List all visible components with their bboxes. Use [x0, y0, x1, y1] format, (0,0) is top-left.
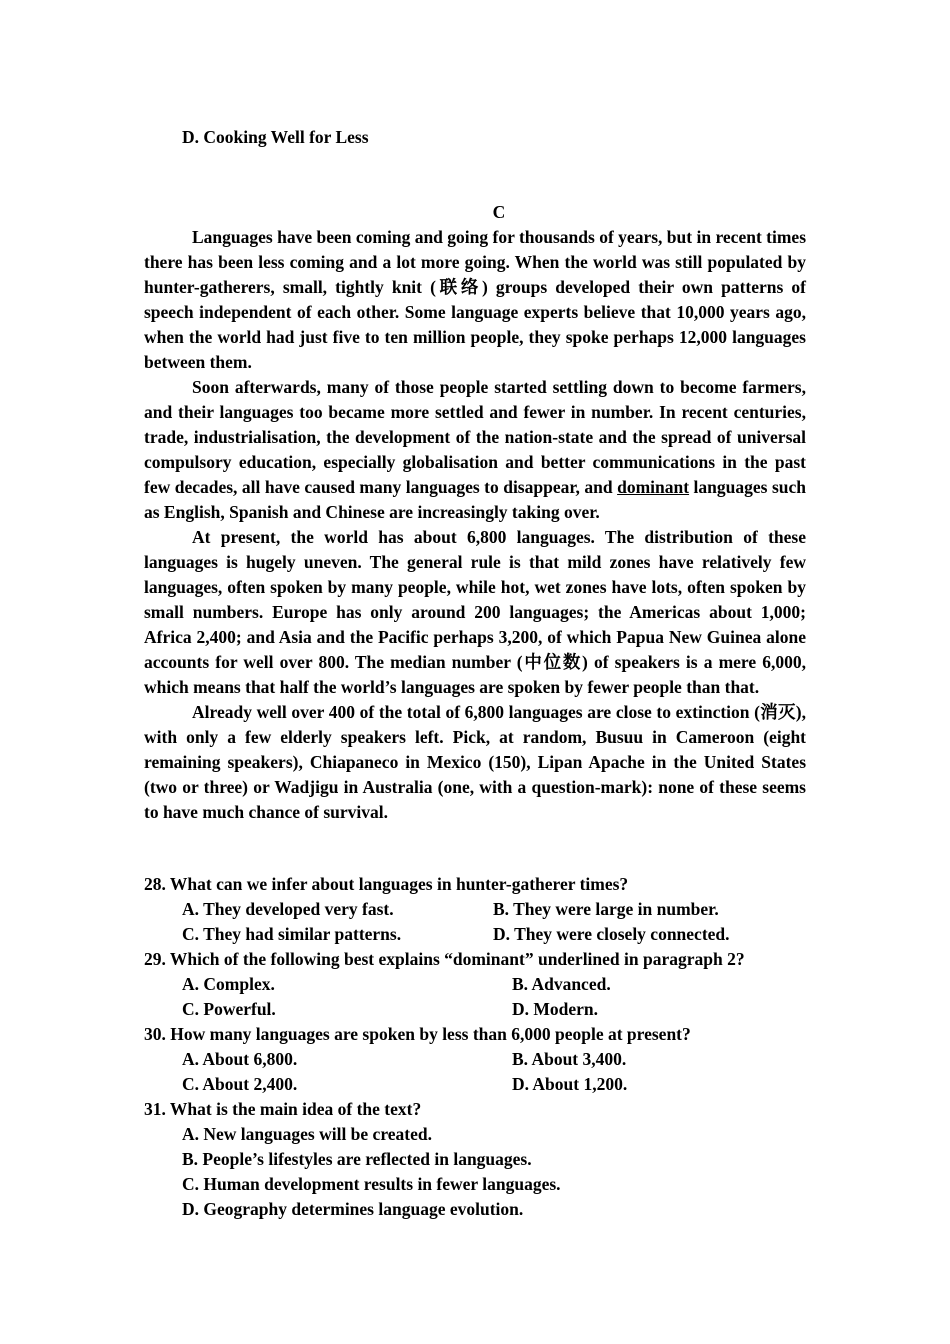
- paragraph-4: Already well over 400 of the total of 6,800 languages are close to extinction (消灭), with only a few elderly speakers left. Pick, at random, Busuu in Cameroon (eight remaining speakers), Chiapaneco in Mexico (150), Lipan Apache in the United States (two or three) or Wadjigu in Australia (one, with a question-mark): none of these seems to have much chance of survival.: [144, 702, 806, 822]
- question-30: [144, 1022, 824, 1097]
- question-list: [144, 872, 824, 1222]
- option-c[interactable]: C. They had similar patterns.: [182, 924, 402, 944]
- option-d[interactable]: D. About 1,200.: [512, 1074, 628, 1094]
- underlined-word-dominant: dominant: [617, 477, 690, 497]
- option-a[interactable]: A. About 6,800.: [182, 1049, 298, 1069]
- question-stem: 28. What can we infer about languages in hunter-gatherer times?: [144, 874, 629, 894]
- option-row: [144, 972, 824, 997]
- option-b[interactable]: B. They were large in number.: [493, 899, 719, 919]
- question-28: [144, 872, 824, 947]
- paragraph-2-text-end: languages such as English, Spanish and Chinese are increasingly taking over.: [144, 477, 806, 522]
- paragraph-1: Languages have been coming and going for thousands of years, but in recent times there has been less coming and a lot more going. When the world was still populated by hunter-gatherers, small, tightly knit (联络) groups developed their own patterns of speech independent of each other. Some language experts believe that 10,000 years ago, when the world had just five to ten million people, they spoke perhaps 12,000 languages between them.: [144, 227, 806, 372]
- option-row: [144, 1047, 824, 1072]
- paragraph-3: At present, the world has about 6,800 languages. The distribution of these languages is hugely uneven. The general rule is that mild zones have relatively few languages, often spoken by many people, while hot, wet zones have lots, often spoken by small numbers. Europe has only around 200 languages; the Americas about 1,000; Africa 2,400; and Asia and the Pacific perhaps 3,200, of which Papua New Guinea alone accounts for well over 800. The median number (中位数) of speakers is a mere 6,000, which means that half the world’s languages are spoken by fewer people than that.: [144, 527, 806, 697]
- option-row: [144, 1072, 824, 1097]
- option-b[interactable]: B. About 3,400.: [512, 1049, 627, 1069]
- option-d[interactable]: D. Geography determines language evolution.: [182, 1199, 524, 1219]
- option-b[interactable]: B. Advanced.: [512, 974, 611, 994]
- option-a[interactable]: A. Complex.: [182, 974, 275, 994]
- paragraph-2: [144, 375, 806, 525]
- option-row: [144, 922, 824, 947]
- question-stem: 30. How many languages are spoken by less than 6,000 people at present?: [144, 1024, 691, 1044]
- option-a[interactable]: A. They developed very fast.: [182, 899, 394, 919]
- option-row: [144, 897, 824, 922]
- option-d[interactable]: D. They were closely connected.: [493, 924, 730, 944]
- reading-passage: [144, 225, 806, 825]
- section-label: C: [492, 202, 506, 222]
- previous-question-option-d: D. Cooking Well for Less: [182, 127, 369, 147]
- option-row: [144, 997, 824, 1022]
- option-a[interactable]: A. New languages will be created.: [182, 1124, 432, 1144]
- question-stem: 31. What is the main idea of the text?: [144, 1099, 422, 1119]
- question-29: [144, 947, 824, 1022]
- option-c[interactable]: C. About 2,400.: [182, 1074, 298, 1094]
- question-31: [144, 1097, 824, 1222]
- question-stem: 29. Which of the following best explains “dominant” underlined in paragraph 2?: [144, 949, 745, 969]
- option-b[interactable]: B. People’s lifestyles are reflected in languages.: [182, 1149, 532, 1169]
- option-c[interactable]: C. Human development results in fewer languages.: [182, 1174, 561, 1194]
- option-d[interactable]: D. Modern.: [512, 999, 599, 1019]
- paragraph-2-text-start: Soon afterwards, many of those people started settling down to become farmers, and their languages too became more settled and fewer in number. In recent centuries, trade, industrialisation, the development of the nation-state and the spread of universal compulsory education, especially globalisation and better communications in the past few decades, all have caused many languages to disappear, and: [144, 377, 806, 497]
- option-c[interactable]: C. Powerful.: [182, 999, 276, 1019]
